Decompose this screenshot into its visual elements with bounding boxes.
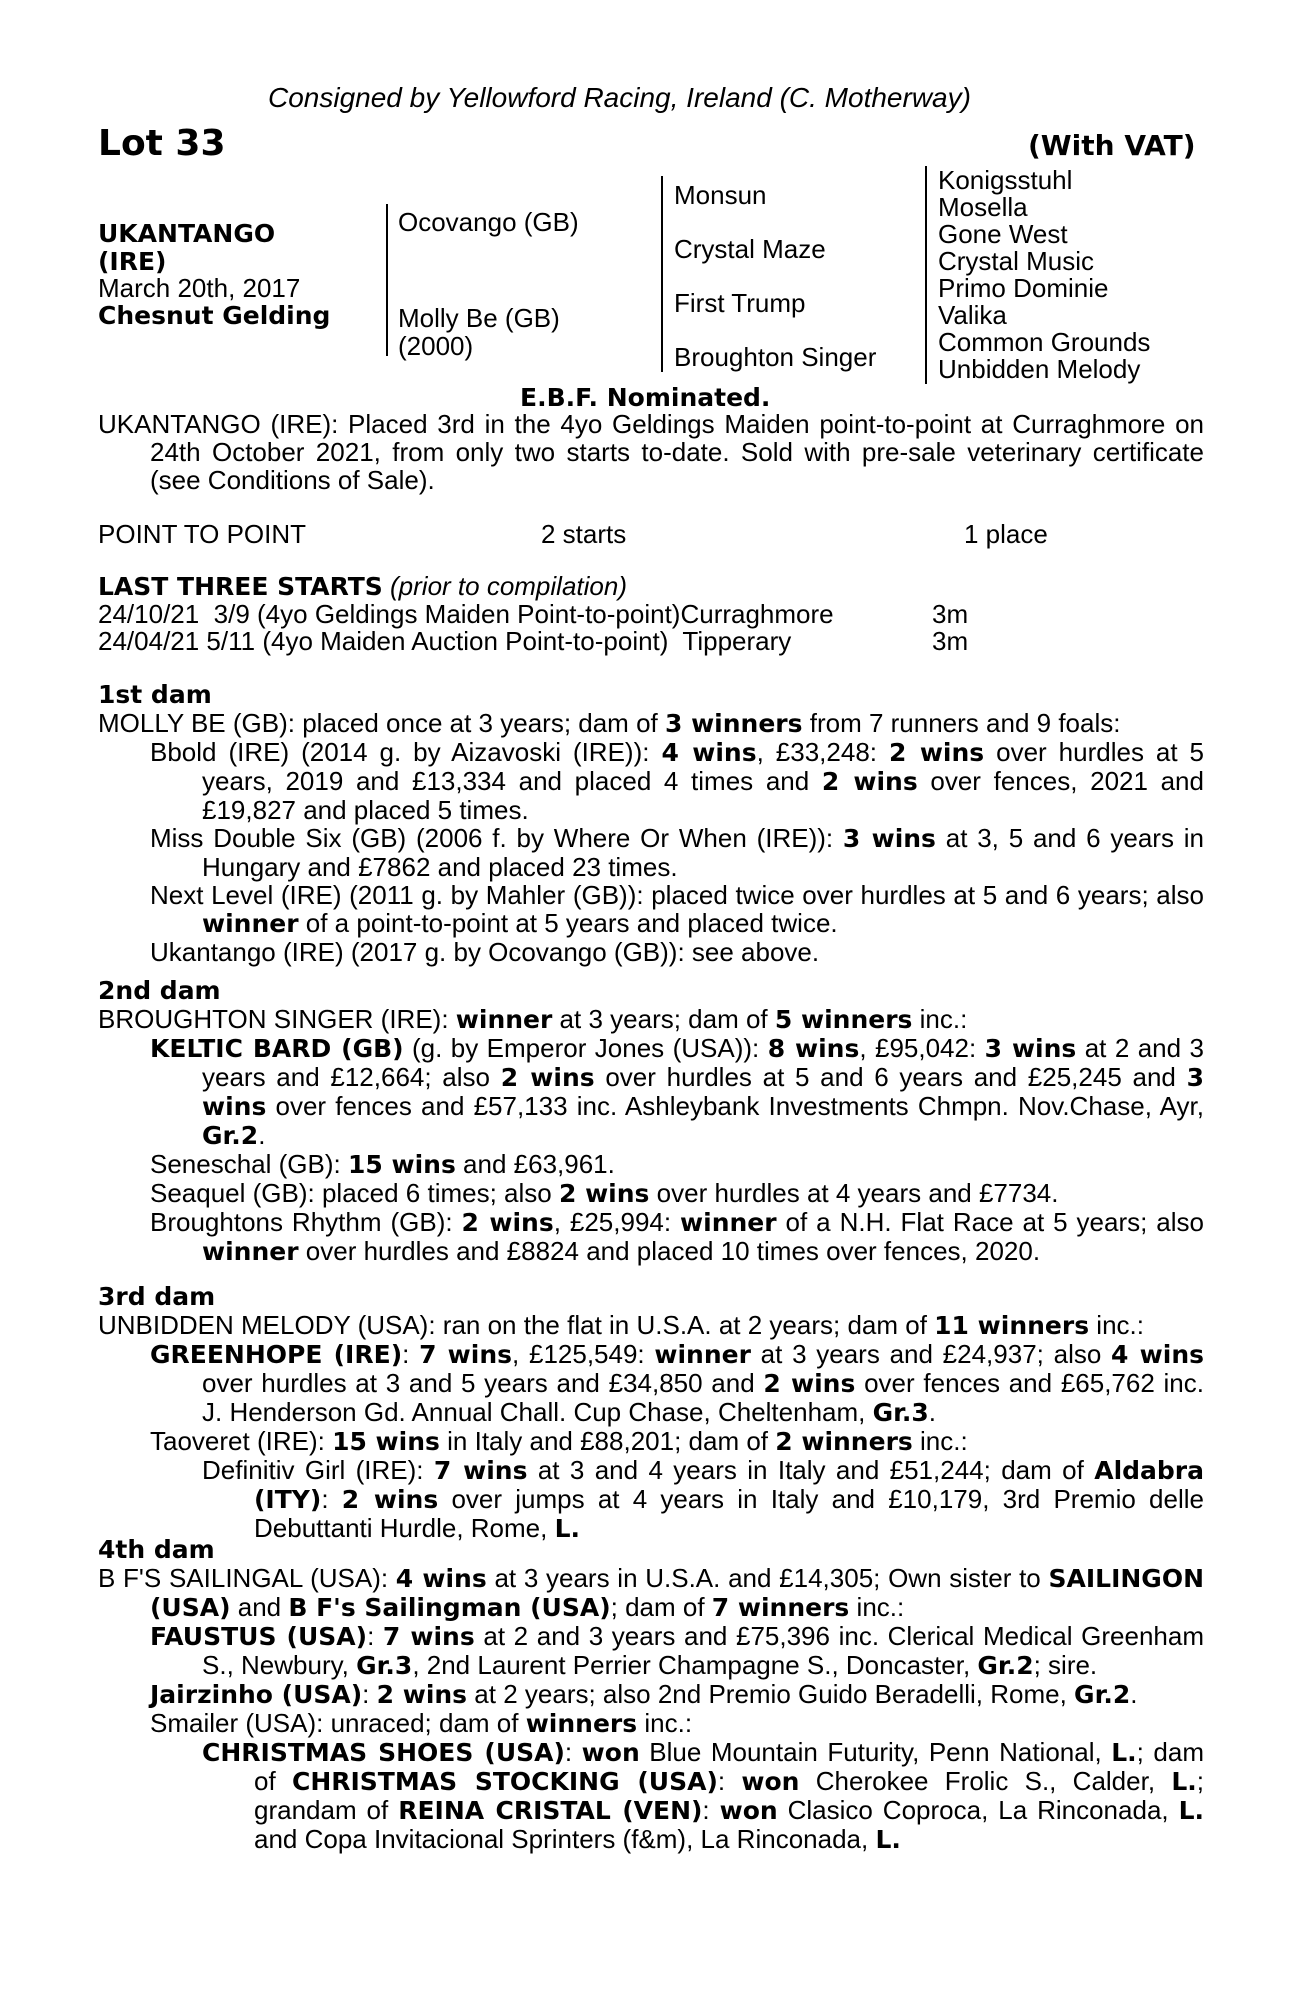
grandsire: Monsun	[674, 180, 767, 210]
produce-next-level: Next Level (IRE) (2011 g. by Mahler (GB)): placed twice over hurdles at 5 and 6 years; also winner of a point-to-point at 5 years and placed twice.	[150, 880, 1204, 938]
lot-number: Lot 33	[98, 123, 226, 164]
produce-definitiv-girl: Definitiv Girl (IRE): 7 wins at 3 and 4 years in Italy and £51,244; dam of Aldabra (ITY): 2 wins over jumps at 4 years in Italy and £10,179, 3rd Premio delle Debuttanti Hurdle, Rome, L.	[202, 1455, 1204, 1543]
horse-suffix: (IRE)	[98, 247, 167, 276]
start-row-1-distance: 3m	[932, 599, 969, 629]
ebf-nominated: E.B.F. Nominated.	[520, 383, 771, 412]
produce-broughtons-rhythm: Broughtons Rhythm (GB): 2 wins, £25,994: winner of a N.H. Flat Race at 5 years; also winner over hurdles and £8824 and placed 10 times over fences, 2020.	[150, 1207, 1204, 1266]
third-dam-heading: 3rd dam	[98, 1282, 216, 1311]
second-dam-section	[98, 977, 1204, 1266]
record-places: 1 place	[964, 519, 1048, 549]
record-starts: 2 starts	[541, 519, 627, 549]
produce-seneschal: Seneschal (GB): 15 wins and £63,961.	[150, 1149, 615, 1179]
produce-seaquel: Seaquel (GB): placed 6 times; also 2 wins over hurdles at 4 years and £7734.	[150, 1178, 1059, 1208]
pedigree-line-2	[661, 176, 663, 372]
third-dam-section	[98, 1283, 1204, 1543]
produce-smailer: Smailer (USA): unraced; dam of winners inc.:	[150, 1708, 693, 1738]
second-dam-intro: BROUGHTON SINGER (IRE): winner at 3 years; dam of 5 winners inc.:	[98, 1004, 968, 1034]
horse-name: UKANTANGO	[98, 219, 276, 248]
start-row-1: 24/10/21 3/9 (4yo Geldings Maiden Point-to-point)Curraghmore	[98, 599, 834, 629]
granddam-dam-side: Broughton Singer	[674, 342, 877, 372]
dam-name: Molly Be (GB)	[398, 303, 560, 333]
pedigree-line-3	[925, 166, 927, 384]
first-dam-heading: 1st dam	[98, 680, 212, 709]
damsire: First Trump	[674, 288, 806, 318]
produce-faustus: FAUSTUS (USA): 7 wins at 2 and 3 years and £75,396 inc. Clerical Medical Greenham S., Newbury, Gr.3, 2nd Laurent Perrier Champagne S., Doncaster, Gr.2; sire.	[150, 1621, 1204, 1680]
produce-jairzinho: Jairzinho (USA): 2 wins at 2 years; also 2nd Premio Guido Beradelli, Rome, Gr.2.	[150, 1679, 1138, 1709]
ancestor-1: Konigsstuhl	[938, 165, 1073, 195]
fourth-dam-section	[98, 1536, 1204, 1854]
dam-year: (2000)	[398, 331, 474, 361]
horse-dob: March 20th, 2017	[98, 273, 301, 303]
ancestor-6: Valika	[938, 300, 1007, 330]
record-label: POINT TO POINT	[98, 519, 307, 549]
start-row-2-distance: 3m	[932, 626, 969, 656]
second-dam-heading: 2nd dam	[98, 976, 221, 1005]
first-dam-section	[98, 681, 1204, 966]
produce-ukantango: Ukantango (IRE) (2017 g. by Ocovango (GB)): see above.	[150, 937, 820, 967]
ancestor-5: Primo Dominie	[938, 273, 1109, 303]
last-starts-note: (prior to compilation)	[390, 571, 627, 601]
ancestor-8: Unbidden Melody	[938, 354, 1141, 384]
first-dam-intro: MOLLY BE (GB): placed once at 3 years; dam of 3 winners from 7 runners and 9 foals:	[98, 708, 1121, 738]
last-starts-title: LAST THREE STARTS	[98, 572, 383, 601]
ancestor-7: Common Grounds	[938, 327, 1151, 357]
sire-name: Ocovango (GB)	[398, 207, 579, 237]
start-row-2: 24/04/21 5/11 (4yo Maiden Auction Point-to-point) Tipperary	[98, 626, 792, 656]
last-starts-heading	[98, 572, 627, 601]
produce-bbold: Bbold (IRE) (2014 g. by Aizavoski (IRE)): 4 wins, £33,248: 2 wins over hurdles at 5 years, 2019 and £13,334 and placed 4 times and 2 wins over fences, 2021 and £19,827 and placed 5 times.	[150, 737, 1204, 825]
intro-paragraph: UKANTANGO (IRE): Placed 3rd in the 4yo Geldings Maiden point-to-point at Curraghmore on 24th October 2021, from only two starts to-date. Sold with pre-sale veterinary certificate (see Conditions of Sale).	[98, 409, 1204, 495]
consignor-line: Consigned by Yellowford Racing, Ireland (C. Motherway)	[268, 82, 971, 113]
produce-keltic-bard: KELTIC BARD (GB) (g. by Emperor Jones (USA)): 8 wins, £95,042: 3 wins at 2 and 3 years and £12,664; also 2 wins over hurdles at 5 and 6 years and £25,245 and 3 wins over fences and £57,133 inc. Ashleybank Investments Chmpn. Nov.Chase, Ayr, Gr.2.	[150, 1033, 1204, 1150]
ancestor-3: Gone West	[938, 219, 1068, 249]
fourth-dam-heading: 4th dam	[98, 1535, 215, 1564]
produce-miss-double-six: Miss Double Six (GB) (2006 f. by Where Or When (IRE)): 3 wins at 3, 5 and 6 years in Hungary and £7862 and placed 23 times.	[150, 823, 1204, 882]
produce-taoveret: Taoveret (IRE): 15 wins in Italy and £88,201; dam of 2 winners inc.:	[150, 1426, 968, 1456]
vat-label: (With VAT)	[1028, 129, 1196, 162]
horse-description: Chesnut Gelding	[98, 301, 331, 330]
granddam-sire-side: Crystal Maze	[674, 234, 826, 264]
produce-greenhope: GREENHOPE (IRE): 7 wins, £125,549: winner at 3 years and £24,937; also 4 wins over hurdles at 3 and 5 years and £34,850 and 2 wins over fences and £65,762 inc. J. Henderson Gd. Annual Chall. Cup Chase, Cheltenham, Gr.3.	[150, 1339, 1204, 1427]
produce-christmas-shoes: CHRISTMAS SHOES (USA): won Blue Mountain Futurity, Penn National, L.; dam of CHRISTMAS STOCKING (USA): won Cherokee Frolic S., Calder, L.; grandam of REINA CRISTAL (VEN): won Clasico Coproca, La Rinconada, L. and Copa Invitacional Sprinters (f&m), La Rinconada, L.	[202, 1737, 1205, 1854]
third-dam-intro: UNBIDDEN MELODY (USA): ran on the flat in U.S.A. at 2 years; dam of 11 winners inc.:	[98, 1310, 1144, 1340]
ancestor-4: Crystal Music	[938, 246, 1095, 276]
fourth-dam-intro: B F'S SAILINGAL (USA): 4 wins at 3 years in U.S.A. and £14,305; Own sister to SAILINGON (USA) and B F's Sailingman (USA); dam of 7 winners inc.:	[98, 1563, 1204, 1622]
pedigree-line-1	[386, 204, 388, 356]
ancestor-2: Mosella	[938, 192, 1028, 222]
